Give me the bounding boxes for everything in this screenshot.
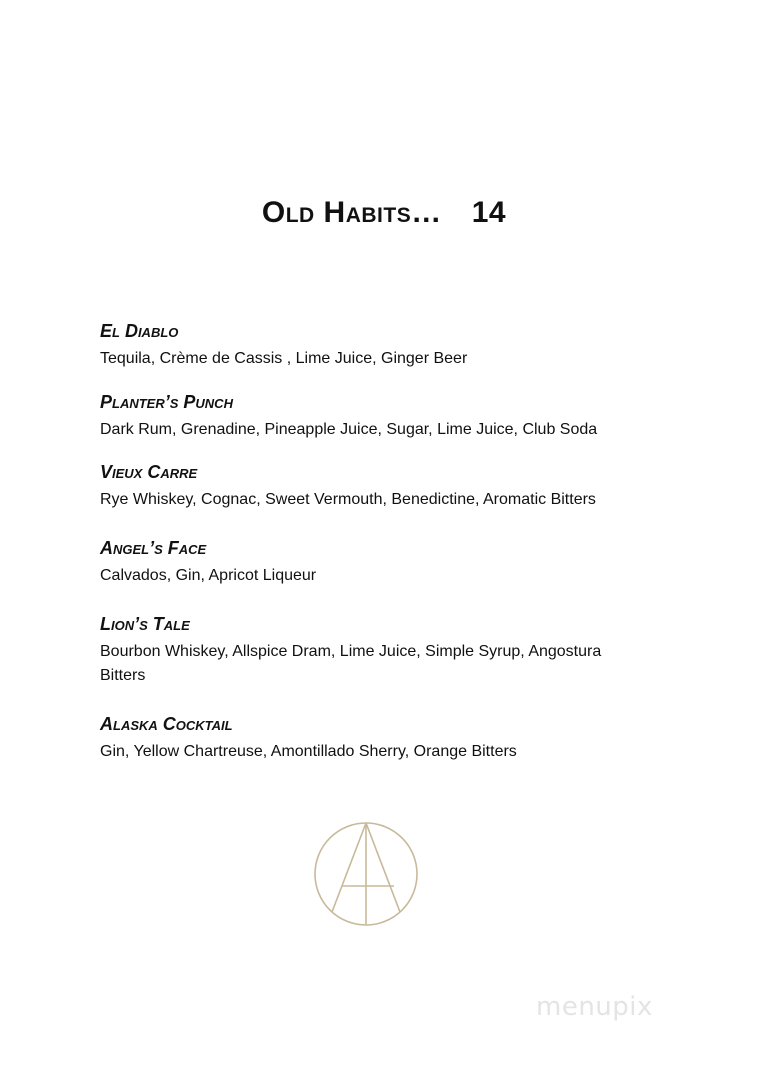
item-ingredients: Rye Whiskey, Cognac, Sweet Vermouth, Benedictine, Aromatic Bitters	[100, 491, 596, 508]
section-title-text: Old Habits…	[261, 196, 442, 229]
menu-item-vieux-carre	[100, 461, 596, 512]
item-name: Alaska Cocktail	[100, 714, 233, 734]
item-name: Vieux Carre	[100, 462, 198, 482]
menu-item-lions-tale	[100, 613, 640, 688]
menu-item-alaska-cocktail	[100, 713, 517, 764]
item-ingredients: Gin, Yellow Chartreuse, Amontillado Sherry, Orange Bitters	[100, 743, 517, 760]
item-name: El Diablo	[100, 321, 179, 341]
item-name: Lion’s Tale	[100, 614, 190, 634]
watermark: menupix	[536, 992, 653, 1022]
item-ingredients: Bourbon Whiskey, Allspice Dram, Lime Juice, Simple Syrup, Angostura Bitters	[100, 643, 602, 684]
circle-a-monogram-icon	[312, 820, 420, 928]
menu-item-el-diablo	[100, 320, 467, 371]
section-title	[0, 196, 768, 230]
section-price: 14	[471, 196, 507, 229]
menu-item-planters-punch	[100, 391, 597, 442]
menu-item-angels-face	[100, 537, 316, 588]
item-ingredients: Tequila, Crème de Cassis , Lime Juice, Ginger Beer	[100, 350, 468, 367]
item-name: Planter’s Punch	[100, 392, 233, 412]
item-name: Angel’s Face	[100, 538, 207, 558]
item-ingredients: Calvados, Gin, Apricot Liqueur	[100, 567, 317, 584]
item-ingredients: Dark Rum, Grenadine, Pineapple Juice, Sugar, Lime Juice, Club Soda	[100, 421, 598, 438]
